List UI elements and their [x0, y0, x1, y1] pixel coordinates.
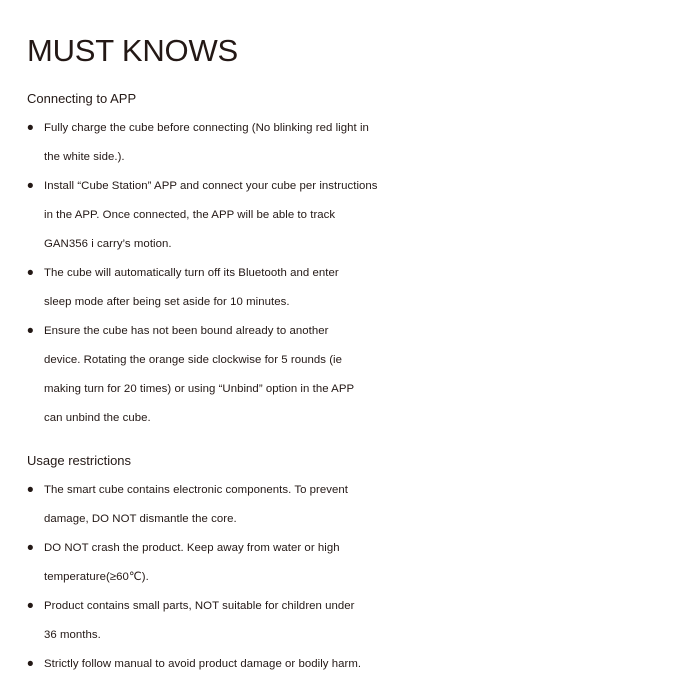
bullet-line: The smart cube contains electronic components. To prevent [44, 484, 349, 496]
list-item [27, 259, 693, 317]
connecting-section [27, 85, 693, 433]
bullet-line: making turn for 20 times) or using “Unbind” option in the APP [44, 383, 355, 395]
connecting-heading: Connecting to APP [27, 91, 137, 106]
list-item [27, 650, 693, 679]
bullet-icon: • [27, 176, 34, 197]
bullet-icon: • [27, 321, 34, 342]
bullet-line: GAN356 i carry’s motion. [44, 238, 172, 250]
page-title: MUST KNOWS [27, 33, 238, 68]
manual-page [27, 0, 693, 700]
bullet-line: Product contains small parts, NOT suitable for children under [44, 600, 355, 612]
bullet-line: device. Rotating the orange side clockwise for 5 rounds (ie [44, 354, 342, 366]
bullet-line: the white side.). [44, 151, 125, 163]
list-item [27, 592, 693, 650]
bullet-line: can unbind the cube. [44, 412, 151, 424]
bullet-line: Strictly follow manual to avoid product damage or bodily harm. [44, 658, 362, 670]
bullet-line: Ensure the cube has not been bound already to another [44, 325, 329, 337]
usage-list [27, 476, 693, 679]
bullet-line: temperature(≥60℃). [44, 571, 149, 583]
list-item [27, 114, 693, 172]
bullet-icon: • [27, 538, 34, 559]
bullet-icon: • [27, 263, 34, 284]
bullet-line: Install “Cube Station” APP and connect your cube per instructions [44, 180, 378, 192]
bullet-icon: • [27, 480, 34, 501]
list-item [27, 476, 693, 534]
usage-section [27, 447, 693, 679]
bullet-line: in the APP. Once connected, the APP will be able to track [44, 209, 336, 221]
bullet-icon: • [27, 118, 34, 139]
bullet-icon: • [27, 654, 34, 675]
list-item [27, 317, 693, 433]
connecting-list [27, 114, 693, 433]
list-item [27, 172, 693, 259]
bullet-line: The cube will automatically turn off its Bluetooth and enter [44, 267, 339, 279]
list-item [27, 534, 693, 592]
bullet-line: damage, DO NOT dismantle the core. [44, 513, 237, 525]
bullet-line: 36 months. [44, 629, 101, 641]
bullet-icon: • [27, 596, 34, 617]
usage-heading: Usage restrictions [27, 453, 132, 468]
bullet-line: sleep mode after being set aside for 10 minutes. [44, 296, 290, 308]
bullet-line: Fully charge the cube before connecting (No blinking red light in [44, 122, 369, 134]
bullet-line: DO NOT crash the product. Keep away from water or high [44, 542, 340, 554]
